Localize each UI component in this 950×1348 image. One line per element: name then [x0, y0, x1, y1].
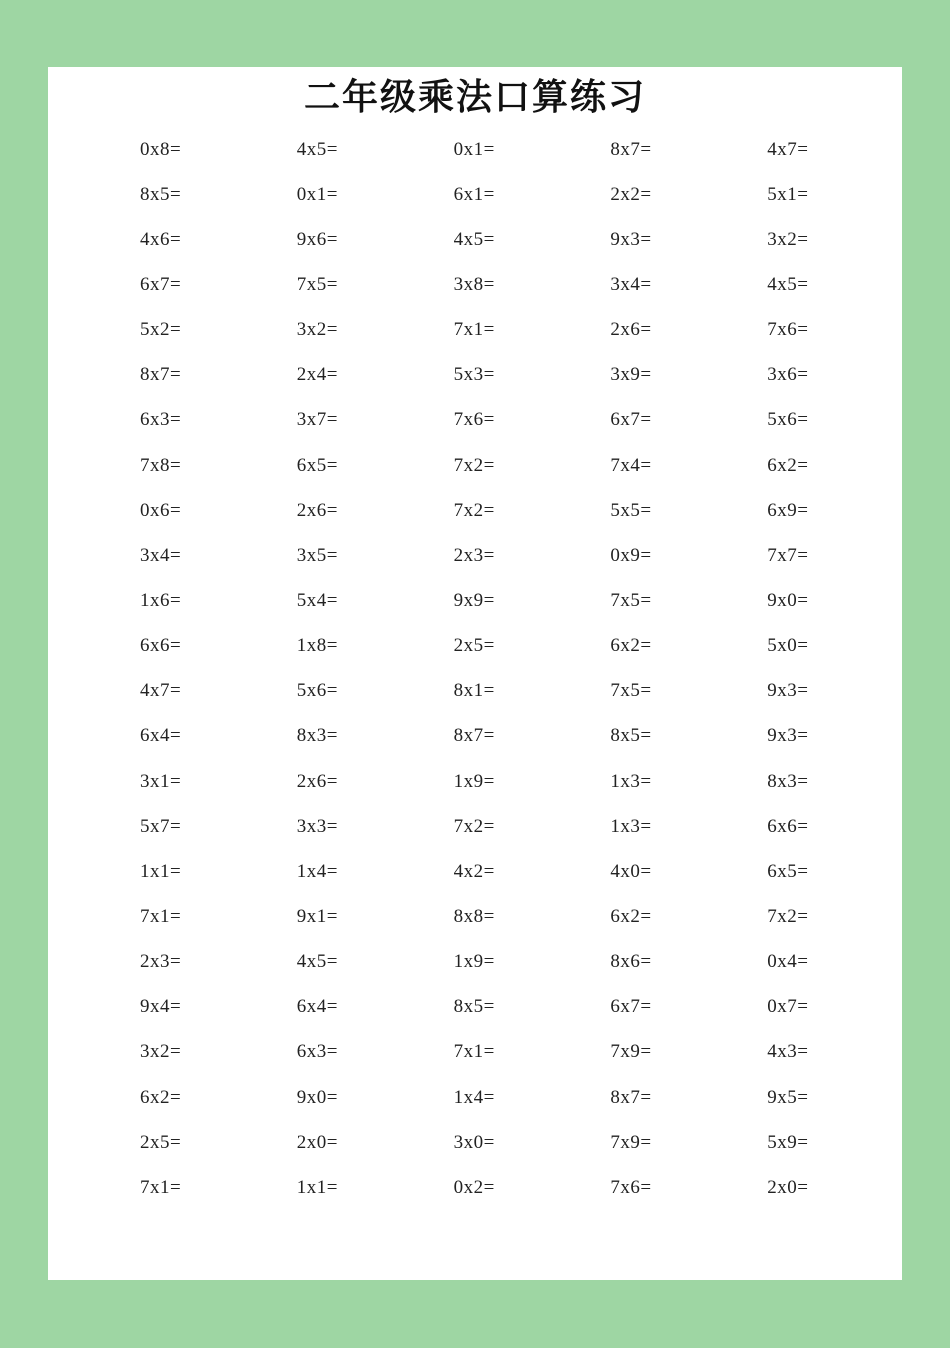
problem-cell: 3x2= — [140, 1041, 182, 1063]
problem-cell: 4x5= — [453, 228, 495, 250]
problem-cell: 0x6= — [140, 499, 182, 521]
problem-cell: 0x1= — [296, 183, 339, 205]
problem-cell: 2x3= — [453, 544, 495, 566]
problem-cell: 9x3= — [610, 228, 652, 250]
problem-cell: 1x1= — [140, 860, 182, 882]
problem-cell: 8x3= — [767, 770, 809, 792]
problem-cell: 0x4= — [767, 951, 809, 973]
problem-cell: 9x0= — [767, 589, 809, 611]
problem-cell: 7x4= — [610, 454, 652, 476]
problem-cell: 8x7= — [140, 364, 182, 386]
problem-cell: 9x6= — [296, 228, 339, 250]
problem-row — [140, 894, 860, 939]
problem-cell: 6x7= — [610, 409, 652, 431]
problem-cell: 7x9= — [610, 1041, 652, 1063]
problem-row — [140, 669, 860, 714]
problem-cell: 4x7= — [140, 680, 182, 702]
problem-cell: 6x6= — [767, 815, 809, 837]
problem-cell: 9x3= — [767, 725, 809, 747]
problem-row — [140, 1030, 860, 1075]
problem-cell: 6x2= — [610, 635, 652, 657]
problem-cell: 3x2= — [767, 228, 809, 250]
problem-cell: 4x3= — [767, 1041, 809, 1063]
problem-cell: 8x3= — [296, 725, 339, 747]
problem-cell: 6x2= — [140, 1086, 182, 1108]
problem-cell: 1x3= — [610, 815, 652, 837]
problem-row — [140, 217, 860, 262]
problem-cell: 8x1= — [453, 680, 495, 702]
problem-cell: 8x8= — [453, 905, 495, 927]
problem-cell: 5x5= — [610, 499, 652, 521]
problem-cell: 7x7= — [767, 544, 809, 566]
problem-row — [140, 398, 860, 443]
problem-cell: 8x7= — [610, 138, 652, 160]
problem-cell: 6x9= — [767, 499, 809, 521]
problem-cell: 3x0= — [453, 1131, 495, 1153]
problem-cell: 2x6= — [610, 319, 652, 341]
problem-cell: 7x6= — [610, 1176, 652, 1198]
problem-row — [140, 804, 860, 849]
problem-cell: 7x8= — [140, 454, 182, 476]
problem-cell: 7x1= — [140, 1176, 182, 1198]
problem-cell: 2x5= — [453, 635, 495, 657]
problem-cell: 7x2= — [453, 454, 495, 476]
problem-cell: 9x5= — [767, 1086, 809, 1108]
problem-cell: 6x2= — [610, 905, 652, 927]
problem-cell: 8x7= — [610, 1086, 652, 1108]
problem-cell: 5x6= — [767, 409, 809, 431]
problem-cell: 1x3= — [610, 770, 652, 792]
problem-cell: 7x1= — [453, 319, 495, 341]
problem-cell: 3x1= — [140, 770, 182, 792]
problem-cell: 5x7= — [140, 815, 182, 837]
problem-cell: 3x4= — [140, 544, 182, 566]
problem-cell: 1x4= — [453, 1086, 495, 1108]
problem-cell: 6x7= — [140, 273, 182, 295]
problem-cell: 1x4= — [296, 860, 339, 882]
problem-row — [140, 262, 860, 307]
problem-cell: 5x9= — [767, 1131, 809, 1153]
problem-cell: 5x3= — [453, 364, 495, 386]
problem-cell: 7x2= — [767, 905, 809, 927]
problem-row — [140, 849, 860, 894]
problem-cell: 1x9= — [453, 770, 495, 792]
problem-cell: 5x1= — [767, 183, 809, 205]
problem-row — [140, 353, 860, 398]
problem-cell: 0x2= — [453, 1176, 495, 1198]
problem-cell: 7x6= — [453, 409, 495, 431]
problem-cell: 6x5= — [296, 454, 339, 476]
problem-cell: 7x5= — [610, 589, 652, 611]
problem-cell: 2x3= — [140, 951, 182, 973]
problem-cell: 3x2= — [296, 319, 339, 341]
problem-cell: 4x2= — [453, 860, 495, 882]
problem-cell: 7x5= — [296, 273, 339, 295]
problem-cell: 3x6= — [767, 364, 809, 386]
problem-cell: 6x7= — [610, 996, 652, 1018]
problem-cell: 6x2= — [767, 454, 809, 476]
problem-row — [140, 985, 860, 1030]
problem-cell: 6x3= — [140, 409, 182, 431]
problem-row — [140, 1165, 860, 1210]
problem-cell: 2x2= — [610, 183, 652, 205]
problem-cell: 1x8= — [296, 635, 339, 657]
worksheet-page — [48, 67, 902, 1280]
problem-row — [140, 940, 860, 985]
problem-cell: 8x5= — [140, 183, 182, 205]
problem-cell: 3x9= — [610, 364, 652, 386]
problem-cell: 7x6= — [767, 319, 809, 341]
problem-cell: 2x5= — [140, 1131, 182, 1153]
problem-cell: 1x9= — [453, 951, 495, 973]
problem-cell: 4x0= — [610, 860, 652, 882]
problem-row — [140, 624, 860, 669]
problem-cell: 3x5= — [296, 544, 339, 566]
problem-cell: 4x5= — [296, 951, 339, 973]
problem-cell: 5x4= — [296, 589, 339, 611]
problem-cell: 4x7= — [767, 138, 809, 160]
problem-cell: 7x5= — [610, 680, 652, 702]
problem-cell: 7x2= — [453, 499, 495, 521]
problem-cell: 9x4= — [140, 996, 182, 1018]
problem-cell: 0x1= — [453, 138, 495, 160]
problem-cell: 8x5= — [610, 725, 652, 747]
problem-cell: 3x4= — [610, 273, 652, 295]
problem-cell: 2x0= — [296, 1131, 339, 1153]
worksheet-title: 二年级乘法口算练习 — [303, 77, 646, 118]
problem-row — [140, 759, 860, 804]
problem-cell: 6x1= — [453, 183, 495, 205]
problem-cell: 0x7= — [767, 996, 809, 1018]
problem-cell: 9x1= — [296, 905, 339, 927]
problem-cell: 5x2= — [140, 319, 182, 341]
problem-cell: 3x3= — [296, 815, 339, 837]
problem-cell: 4x5= — [767, 273, 809, 295]
problem-row — [140, 443, 860, 488]
problem-row — [140, 533, 860, 578]
problem-cell: 8x5= — [453, 996, 495, 1018]
problem-cell: 6x5= — [767, 860, 809, 882]
problem-cell: 9x0= — [296, 1086, 339, 1108]
problem-cell: 8x7= — [453, 725, 495, 747]
problem-row — [140, 1075, 860, 1120]
problem-cell: 4x6= — [140, 228, 182, 250]
problem-row — [140, 1120, 860, 1165]
problem-cell: 2x0= — [767, 1176, 809, 1198]
problem-row — [140, 488, 860, 533]
problem-row — [140, 127, 860, 172]
problem-grid — [140, 127, 860, 1210]
problem-cell: 6x4= — [296, 996, 339, 1018]
problem-cell: 6x6= — [140, 635, 182, 657]
problem-cell: 6x4= — [140, 725, 182, 747]
problem-cell: 6x3= — [296, 1041, 339, 1063]
problem-cell: 7x1= — [140, 905, 182, 927]
problem-cell: 7x2= — [453, 815, 495, 837]
problem-row — [140, 714, 860, 759]
problem-cell: 3x7= — [296, 409, 339, 431]
problem-cell: 2x6= — [296, 770, 339, 792]
problem-row — [140, 308, 860, 353]
problem-cell: 3x8= — [453, 273, 495, 295]
problem-cell: 1x1= — [296, 1176, 339, 1198]
problem-cell: 1x6= — [140, 589, 182, 611]
problem-row — [140, 578, 860, 623]
problem-cell: 9x3= — [767, 680, 809, 702]
problem-cell: 5x6= — [296, 680, 339, 702]
problem-cell: 2x6= — [296, 499, 339, 521]
problem-cell: 9x9= — [453, 589, 495, 611]
problem-cell: 8x6= — [610, 951, 652, 973]
problem-cell: 7x9= — [610, 1131, 652, 1153]
problem-cell: 7x1= — [453, 1041, 495, 1063]
problem-row — [140, 172, 860, 217]
problem-cell: 5x0= — [767, 635, 809, 657]
problem-cell: 4x5= — [296, 138, 339, 160]
problem-cell: 0x9= — [610, 544, 652, 566]
problem-cell: 0x8= — [140, 138, 182, 160]
problem-cell: 2x4= — [296, 364, 339, 386]
